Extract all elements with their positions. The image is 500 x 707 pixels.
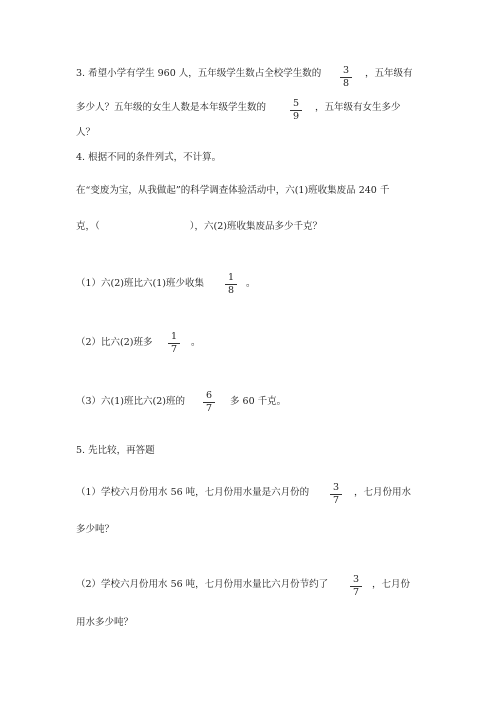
fraction-denominator: 9	[292, 111, 300, 122]
q5-sub1-line2: 多少吨？	[76, 524, 115, 535]
q5-title: 5. 先比较，再答题	[76, 445, 155, 456]
q3-fraction-1	[340, 66, 352, 89]
q3-line2-tail: ，五年级有女生多少	[315, 102, 401, 113]
q4-sub2-fraction	[168, 332, 180, 355]
q5-sub2-line2: 用水多少吨？	[76, 617, 134, 628]
q4-intro-line2-end: ），六(2)班收集废品多少千克？	[189, 221, 322, 232]
q5-sub2-text: （2）学校六月份用水 56 吨，七月份用水量比六月份节约了	[76, 579, 329, 590]
q4-intro-line2-start: 克，（	[76, 221, 100, 232]
q4-sub1-fraction	[225, 273, 237, 296]
fraction-numerator: 5	[292, 98, 300, 109]
fraction-numerator: 6	[205, 390, 213, 401]
fraction-numerator: 1	[170, 331, 178, 342]
q3-line1: 3. 希望小学有学生 960 人，五年级学生数占全校学生数的	[76, 68, 322, 79]
q4-intro-line1: 在“变废为宝，从我做起”的科学调查体验活动中，六(1)班收集废品 240 千	[76, 185, 390, 196]
q4-sub1-tail: 。	[246, 278, 256, 289]
fraction-denominator: 7	[205, 403, 213, 414]
fraction-denominator: 8	[342, 78, 350, 89]
q5-sub1-text: （1）学校六月份用水 56 吨，七月份用水量是六月份的	[76, 487, 310, 498]
q3-line2: 多少人？五年级的女生人数是本年级学生数的	[76, 102, 267, 113]
fraction-numerator: 3	[342, 65, 350, 76]
q3-fraction-2	[290, 99, 302, 122]
fraction-denominator: 8	[227, 285, 235, 296]
q5-sub2-tail: ，七月份	[372, 579, 411, 590]
q4-sub3-tail: 多 60 千克。	[230, 396, 287, 407]
q5-sub1-fraction	[330, 483, 342, 506]
q4-sub2-tail: 。	[191, 337, 201, 348]
q4-sub3-fraction	[203, 391, 215, 414]
fraction-denominator: 7	[170, 344, 178, 355]
q4-sub2-text: （2）比六(2)班多	[76, 337, 153, 348]
q3-line3: 人？	[76, 127, 96, 138]
q5-sub2-fraction	[350, 575, 362, 598]
q3-line1-tail: ，五年级有	[365, 68, 413, 79]
q4-sub3-text: （3）六(1)班比六(2)班的	[76, 396, 185, 407]
q5-sub1-tail: ，七月份用水	[354, 487, 412, 498]
q4-sub1-text: （1）六(2)班比六(1)班少收集	[76, 278, 204, 289]
fraction-denominator: 7	[352, 587, 360, 598]
fraction-numerator: 3	[352, 574, 360, 585]
q4-intro-line2	[76, 221, 322, 233]
fraction-numerator: 3	[332, 482, 340, 493]
q4-title: 4. 根据不同的条件列式，不计算。	[76, 152, 222, 163]
fraction-numerator: 1	[227, 272, 235, 283]
fraction-denominator: 7	[332, 495, 340, 506]
